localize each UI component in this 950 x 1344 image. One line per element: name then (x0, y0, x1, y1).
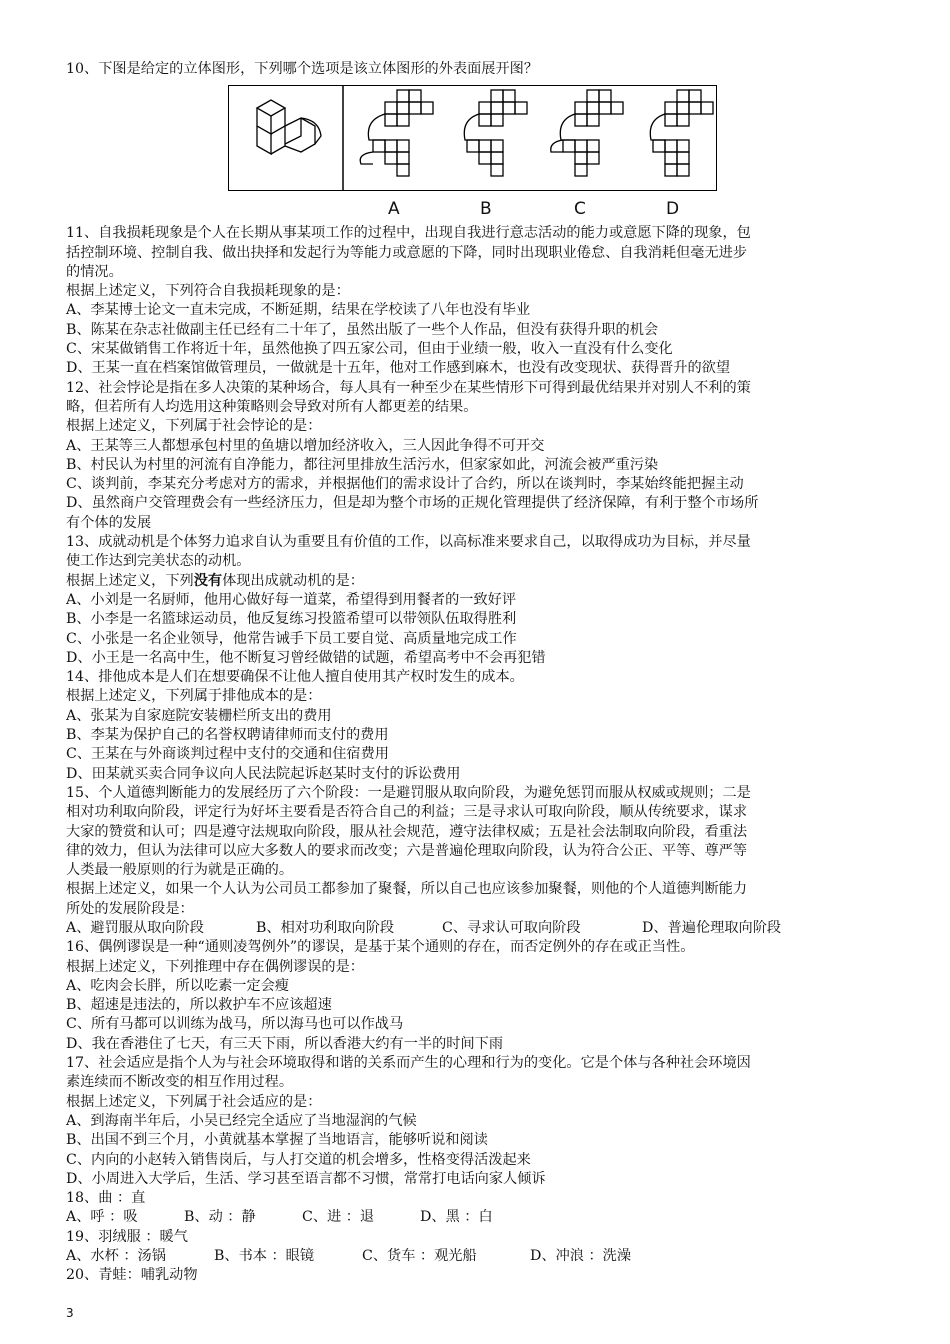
q12-stem-line: 12、社会悖论是指在多人决策的某种场合，每人具有一种至少在某些情形下可得到最优结果并对别人不利的策 (66, 379, 751, 396)
q19-option-d: D、冲浪 ：洗澡 (530, 1248, 632, 1265)
q10-option-a-label: A (388, 199, 400, 220)
q10-figure (66, 79, 886, 224)
q10-option-b-label: B (480, 199, 492, 220)
q13-option-d: D、小王是一名高中生，他不断复习曾经做错的试题，希望高考中不会再犯错 (66, 649, 546, 666)
q11-option-d: D、王某一直在档案馆做管理员，一做就是十五年，他对工作感到麻木，也没有改变现状、获得晋升的欲望 (66, 360, 731, 377)
q13-stem-line: 使工作达到完美状态的动机。 (66, 553, 251, 570)
q10-title: 10、下图是给定的立体图形，下列哪个选项是该立体图形的外表面展开图？ (66, 61, 539, 77)
q19-option-a: A、水杯 ：汤锅 (66, 1248, 166, 1265)
net-drawing-b (464, 90, 527, 176)
q18-option-a: A、呼 ：吸 (66, 1209, 138, 1226)
q15 (66, 784, 886, 938)
q11 (66, 224, 886, 378)
q15-option-b: B、相对功利取向阶段 (256, 919, 395, 936)
net-drawing-a (360, 90, 433, 176)
q16-option-b: B、超速是违法的，所以救护车不应该超速 (66, 997, 332, 1014)
q13-prompt-emphasis: 没有 (193, 572, 223, 589)
q15-prompt: 所处的发展阶段是： (66, 900, 194, 917)
q19-options (66, 1247, 886, 1266)
q14-prompt: 根据上述定义，下列属于排他成本的是： (66, 688, 322, 705)
q15-stem-line: 15、个人道德判断能力的发展经历了六个阶段：一是避罚服从取向阶段，为避免惩罚而服从权威或规则；二是 (66, 784, 751, 801)
q12-option-b: B、村民认为村里的河流有自净能力，都往河里排放生活污水，但家家如此，河流会被严重污染 (66, 456, 659, 473)
q17-stem-line: 素连续而不断改变的相互作用过程。 (66, 1074, 294, 1091)
q12-option-a: A、王某等三人都想承包村里的鱼塘以增加经济收入，三人因此争得不可开交 (66, 437, 545, 454)
q11-option-a: A、李某博士论文一直未完成，不断延期，结果在学校读了八年也没有毕业 (66, 302, 531, 319)
q14 (66, 668, 886, 784)
net-drawing-c (551, 90, 623, 176)
q16 (66, 938, 886, 1054)
q16-stem-line: 16、偶例谬误是一种“通则凌驾例外”的谬误，是基于某个通则的存在，而否定例外的存在或正当性。 (66, 939, 695, 956)
q15-stem-line: 人类最一般原则的行为就是正确的。 (66, 862, 294, 879)
q17 (66, 1054, 886, 1189)
given-solid-drawing (257, 100, 321, 154)
q10-figure-box (228, 85, 717, 191)
q15-stem-line: 相对功利取向阶段，评定行为好坏主要看是否符合自己的利益；三是寻求认可取向阶段，顺从传统要求，谋求 (66, 804, 748, 821)
q13 (66, 533, 886, 668)
q11-stem-line: 括控制环境、控制自我、做出抉择和发起行为等能力或意愿的下降，同时出现职业倦怠、自我消耗但毫无进步 (66, 244, 748, 261)
q18-option-c: C、进 ：退 (302, 1209, 375, 1226)
q14-option-a: A、张某为自家庭院安装栅栏所支出的费用 (66, 707, 332, 724)
q14-option-d: D、田某就买卖合同争议向人民法院起诉赵某时支付的诉讼费用 (66, 765, 461, 782)
q14-option-c: C、王某在与外商谈判过程中支付的交通和住宿费用 (66, 746, 389, 763)
q11-prompt: 根据上述定义，下列符合自我损耗现象的是： (66, 283, 350, 300)
q17-option-d: D、小周进入大学后，生活、学习甚至语言都不习惯，常常打电话向家人倾诉 (66, 1170, 546, 1187)
q13-option-c: C、小张是一名企业领导，他常告诫手下员工要自觉、高质量地完成工作 (66, 630, 517, 647)
q14-stem-line: 14、排他成本是人们在想要确保不让他人擅自使用其产权时发生的成本。 (66, 669, 524, 686)
q17-stem-line: 17、社会适应是指个人为与社会环境取得和谐的关系而产生的心理和行为的变化。它是个体与各种社会环境因 (66, 1055, 751, 1072)
q19 (66, 1228, 886, 1267)
q13-prompt-pre: 根据上述定义，下列 (66, 572, 194, 589)
q11-stem-line: 的情况。 (66, 263, 123, 280)
question-page (66, 60, 886, 1286)
q18-option-d: D、黑 ：白 (420, 1209, 493, 1226)
q17-option-c: C、内向的小赵转入销售岗后，与人打交道的机会增多，性格变得活泼起来 (66, 1151, 531, 1168)
q18-options (66, 1208, 886, 1227)
q15-stem-line: 律的效力，但认为法律可以应大多数人的要求而改变；六是普遍伦理取向阶段，认为符合公正、平等、尊严等 (66, 842, 748, 859)
q13-stem-line: 13、成就动机是个体努力追求自认为重要且有价值的工作，以高标准来要求自己，以取得成功为目标，并尽量 (66, 534, 751, 551)
q15-stem-line: 大家的赞赏和认可；四是遵守法规取向阶段，服从社会规范，遵守法律权威；五是社会法制取向阶段，看重法 (66, 823, 748, 840)
q16-prompt: 根据上述定义，下列推理中存在偶例谬误的是： (66, 958, 364, 975)
q17-prompt: 根据上述定义，下列属于社会适应的是： (66, 1093, 322, 1110)
q12-prompt: 根据上述定义，下列属于社会悖论的是： (66, 418, 322, 435)
q20 (66, 1266, 886, 1285)
q18-option-b: B、动 ：静 (184, 1209, 256, 1226)
q12-option-c: C、谈判前，李某充分考虑对方的需求，并根据他们的需求设计了合约，所以在谈判时，李某始终能把握主动 (66, 476, 744, 493)
q13-prompt-post: 体现出成就动机的是： (222, 572, 364, 589)
q14-option-b: B、李某为保护自己的名誉权聘请律师而支付的费用 (66, 727, 389, 744)
q15-option-a: A、避罚服从取向阶段 (66, 919, 204, 936)
q11-option-b: B、陈某在杂志社做副主任已经有二十年了，虽然出版了一些个人作品，但没有获得升职的机会 (66, 321, 659, 338)
q18-stem: 18、曲 ：直 (66, 1190, 146, 1207)
net-drawing-d (650, 90, 713, 176)
q16-option-a: A、吃肉会长胖，所以吃素一定会瘦 (66, 977, 290, 994)
q19-stem: 19、羽绒服 ：暖气 (66, 1228, 188, 1245)
q11-option-c: C、宋某做销售工作将近十年，虽然他换了四五家公司，但由于业绩一般，收入一直没有什么变化 (66, 341, 673, 358)
q12-option-d: D、虽然商户交管理费会有一些经济压力，但是却为整个市场的正规化管理提供了经济保障，有利于整个市场所 (66, 495, 759, 512)
q11-stem-line: 11、自我损耗现象是个人在长期从事某项工作的过程中，出现自我进行意志活动的能力或意愿下降的现象，包 (66, 225, 751, 242)
q12-option-d-cont: 有个体的发展 (66, 514, 152, 531)
q12 (66, 379, 886, 533)
q17-option-b: B、出国不到三个月，小黄就基本掌握了当地语言，能够听说和阅读 (66, 1132, 488, 1149)
q19-option-b: B、书本 ：眼镜 (214, 1248, 315, 1265)
q20-stem: 20、青蛙：哺乳动物 (66, 1267, 198, 1284)
q18 (66, 1189, 886, 1228)
q17-option-a: A、到海南半年后，小吴已经完全适应了当地湿润的气候 (66, 1112, 417, 1129)
q15-options (66, 919, 886, 938)
q13-prompt (66, 572, 886, 591)
q10-option-d-label: D (666, 199, 680, 220)
q12-stem-line: 略，但若所有人均选用这种策略则会导致对所有人都更差的结果。 (66, 398, 478, 415)
q15-option-c: C、寻求认可取向阶段 (442, 919, 581, 936)
q19-option-c: C、货车 ：观光船 (362, 1248, 477, 1265)
q16-option-d: D、我在香港住了七天，有三天下雨，所以香港大约有一半的时间下雨 (66, 1035, 504, 1052)
q10-figure-drawing (229, 86, 716, 190)
q13-option-b: B、小李是一名篮球运动员，他反复练习投篮希望可以带领队伍取得胜利 (66, 611, 517, 628)
page-number: 3 (66, 1306, 74, 1320)
q10-option-c-label: C (574, 199, 586, 220)
q15-option-d: D、普遍伦理取向阶段 (642, 919, 782, 936)
q16-option-c: C、所有马都可以训练为战马，所以海马也可以作战马 (66, 1016, 404, 1033)
q15-prompt: 根据上述定义，如果一个人认为公司员工都参加了聚餐，所以自己也应该参加聚餐，则他的个人道德判断能力 (66, 881, 748, 898)
q13-option-a: A、小刘是一名厨师，他用心做好每一道菜，希望得到用餐者的一致好评 (66, 591, 517, 608)
